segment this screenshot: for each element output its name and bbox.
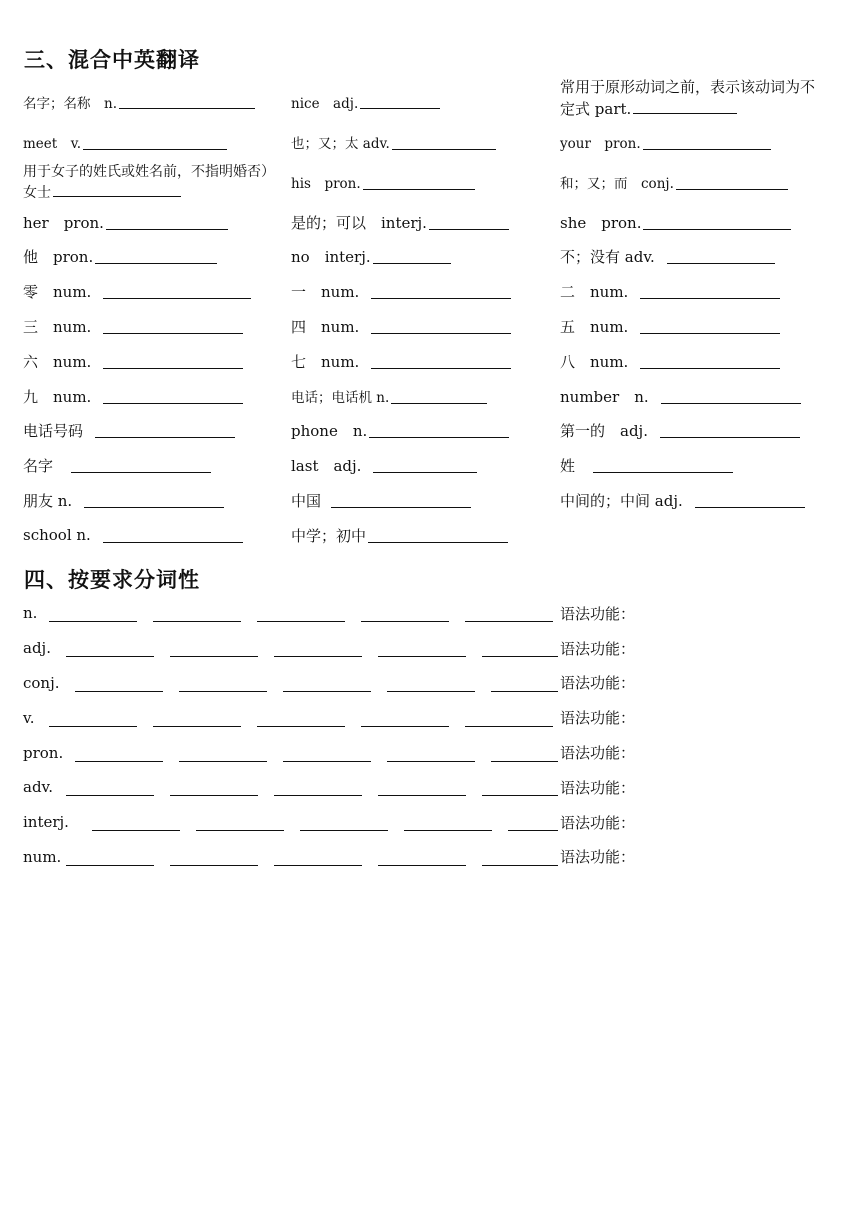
answer-blank[interactable] xyxy=(369,423,509,438)
answer-blank[interactable] xyxy=(274,787,362,796)
answer-blank[interactable] xyxy=(373,458,477,473)
item-prompt: 第一的 adj. xyxy=(560,422,648,441)
grammar-function-label: 语法功能： xyxy=(560,709,636,728)
answer-blank[interactable] xyxy=(660,423,800,438)
answer-blank[interactable] xyxy=(179,683,267,692)
answer-blank[interactable] xyxy=(84,493,224,508)
translation-row xyxy=(23,518,853,553)
answer-blank[interactable] xyxy=(404,822,492,831)
answer-blank[interactable] xyxy=(373,249,451,264)
answer-blank[interactable] xyxy=(119,94,255,109)
answer-blank[interactable] xyxy=(361,718,449,727)
answer-blank[interactable] xyxy=(640,354,780,369)
answer-blank[interactable] xyxy=(283,683,371,692)
translation-item xyxy=(560,490,805,511)
translation-item xyxy=(560,386,801,407)
answer-blank[interactable] xyxy=(361,613,449,622)
grammar-function-label: 语法功能： xyxy=(560,744,636,763)
pos-label: pron. xyxy=(23,743,64,762)
section-4-title: 四、按要求分词性 xyxy=(24,568,200,592)
translation-item xyxy=(560,351,780,372)
pos-label: v. xyxy=(23,708,35,727)
item-prompt: 姓 xyxy=(560,457,576,476)
answer-blank[interactable] xyxy=(392,135,496,150)
answer-blank[interactable] xyxy=(179,753,267,762)
grammar-function-label: 语法功能： xyxy=(560,848,636,867)
item-prompt: last adj. xyxy=(291,457,362,476)
answer-blank[interactable] xyxy=(300,822,388,831)
translation-row xyxy=(23,483,853,518)
answer-blank[interactable] xyxy=(508,822,558,831)
item-prompt: 中间的；中间 adj. xyxy=(560,492,683,511)
translation-item xyxy=(560,455,733,476)
answer-blank[interactable] xyxy=(482,857,558,866)
answer-blank[interactable] xyxy=(465,718,553,727)
answer-blank[interactable] xyxy=(75,753,163,762)
item-prompt: 他 pron. xyxy=(23,248,94,267)
answer-blank[interactable] xyxy=(92,822,180,831)
translation-item xyxy=(560,77,825,121)
answer-blank[interactable] xyxy=(170,857,258,866)
translation-item xyxy=(560,281,780,302)
answer-blank[interactable] xyxy=(491,683,558,692)
translation-row xyxy=(23,344,853,379)
translation-item xyxy=(291,490,471,511)
item-prompt: 七 num. xyxy=(291,352,360,371)
section-3-title: 三、混合中英翻译 xyxy=(24,48,200,72)
answer-blank[interactable] xyxy=(368,528,508,543)
item-prompt: 四 num. xyxy=(291,318,360,337)
translation-item xyxy=(23,92,255,112)
item-prompt: 中国 xyxy=(291,492,322,511)
item-prompt: her pron. xyxy=(23,213,104,232)
item-prompt: 名字 xyxy=(23,457,54,476)
translation-item xyxy=(23,316,243,337)
item-prompt: 用于女子的姓氏或姓名前，不指明婚否）女士 xyxy=(23,163,275,201)
answer-blank[interactable] xyxy=(371,354,511,369)
pos-row xyxy=(23,631,853,666)
item-prompt: school n. xyxy=(23,526,91,545)
pos-label: n. xyxy=(23,604,38,623)
item-prompt: phone n. xyxy=(291,422,368,441)
item-prompt: number n. xyxy=(560,387,649,406)
grammar-function-label: 语法功能： xyxy=(560,778,636,797)
pos-label: adj. xyxy=(23,639,51,658)
translation-item xyxy=(291,212,509,233)
item-prompt: 不；没有 adv. xyxy=(560,248,655,267)
answer-blank[interactable] xyxy=(49,718,137,727)
translation-item xyxy=(560,212,791,233)
answer-blank[interactable] xyxy=(378,857,466,866)
translation-item xyxy=(291,420,509,441)
item-prompt: 八 num. xyxy=(560,352,629,371)
translation-row xyxy=(23,240,853,275)
item-prompt: 中学；初中 xyxy=(291,526,367,545)
item-prompt: nice adj. xyxy=(291,95,359,112)
translation-item xyxy=(23,281,251,302)
grammar-function-label: 语法功能： xyxy=(560,674,636,693)
answer-blank[interactable] xyxy=(103,319,243,334)
item-prompt: 和；又；而 conj. xyxy=(560,176,674,193)
translation-item xyxy=(291,92,440,112)
translation-row xyxy=(23,160,853,205)
answer-blank[interactable] xyxy=(95,423,235,438)
answer-blank[interactable] xyxy=(360,94,440,109)
translation-item xyxy=(23,455,211,476)
item-prompt: 六 num. xyxy=(23,352,92,371)
pos-row xyxy=(23,840,853,875)
translation-item xyxy=(23,246,217,267)
translation-item xyxy=(291,172,475,192)
pos-label: adv. xyxy=(23,778,54,797)
answer-blank[interactable] xyxy=(106,215,228,230)
answer-blank[interactable] xyxy=(633,99,737,114)
translation-item xyxy=(23,132,227,152)
translation-item xyxy=(560,420,800,441)
translation-item xyxy=(560,132,771,152)
item-prompt: his pron. xyxy=(291,176,361,193)
translation-item xyxy=(23,526,243,544)
answer-blank[interactable] xyxy=(482,648,558,657)
answer-blank[interactable] xyxy=(283,753,371,762)
answer-blank[interactable] xyxy=(640,284,780,299)
answer-blank[interactable] xyxy=(83,135,227,150)
answer-blank[interactable] xyxy=(53,182,181,197)
answer-blank[interactable] xyxy=(71,458,211,473)
item-prompt: she pron. xyxy=(560,213,642,232)
translation-item xyxy=(291,455,477,476)
item-prompt: 电话号码 xyxy=(23,422,84,441)
translation-row xyxy=(23,379,853,414)
item-prompt: meet v. xyxy=(23,136,82,153)
translation-item xyxy=(291,525,508,546)
answer-blank[interactable] xyxy=(661,389,801,404)
answer-blank[interactable] xyxy=(75,683,163,692)
translation-item xyxy=(23,490,224,511)
translation-row xyxy=(23,414,853,449)
pos-row xyxy=(23,596,853,631)
answer-blank[interactable] xyxy=(371,319,511,334)
translation-row xyxy=(23,448,853,483)
pos-row xyxy=(23,805,853,840)
translation-row xyxy=(23,78,853,125)
item-prompt: 电话；电话机 n. xyxy=(291,390,390,407)
item-prompt: 二 num. xyxy=(560,283,629,302)
item-prompt: 三 num. xyxy=(23,318,92,337)
translation-row xyxy=(23,125,853,160)
translation-item xyxy=(291,281,511,302)
answer-blank[interactable] xyxy=(103,354,243,369)
answer-blank[interactable] xyxy=(170,648,258,657)
pos-label: interj. xyxy=(23,813,69,832)
item-prompt: 九 num. xyxy=(23,387,92,406)
answer-blank[interactable] xyxy=(257,718,345,727)
translation-item xyxy=(291,386,487,406)
pos-row xyxy=(23,735,853,770)
translation-item xyxy=(560,246,775,267)
answer-blank[interactable] xyxy=(274,648,362,657)
grammar-function-label: 语法功能： xyxy=(560,604,636,623)
answer-blank[interactable] xyxy=(331,493,471,508)
pos-label: num. xyxy=(23,847,62,866)
translation-item xyxy=(291,351,511,372)
answer-blank[interactable] xyxy=(103,528,243,543)
answer-blank[interactable] xyxy=(371,284,511,299)
answer-blank[interactable] xyxy=(363,175,475,190)
answer-blank[interactable] xyxy=(378,648,466,657)
answer-blank[interactable] xyxy=(153,718,241,727)
answer-blank[interactable] xyxy=(667,249,775,264)
translation-grid xyxy=(23,78,853,553)
answer-blank[interactable] xyxy=(640,319,780,334)
pos-row xyxy=(23,700,853,735)
answer-blank[interactable] xyxy=(482,787,558,796)
item-prompt: no interj. xyxy=(291,248,371,267)
answer-blank[interactable] xyxy=(391,389,487,404)
answer-blank[interactable] xyxy=(196,822,284,831)
answer-blank[interactable] xyxy=(274,857,362,866)
answer-blank[interactable] xyxy=(387,753,475,762)
translation-item xyxy=(291,316,511,337)
answer-blank[interactable] xyxy=(103,389,243,404)
answer-blank[interactable] xyxy=(643,135,771,150)
item-prompt: 也；又；太 adv. xyxy=(291,136,390,153)
answer-blank[interactable] xyxy=(257,613,345,622)
answer-blank[interactable] xyxy=(66,857,154,866)
answer-blank[interactable] xyxy=(643,215,791,230)
translation-item xyxy=(23,162,285,204)
pos-row xyxy=(23,666,853,701)
translation-row xyxy=(23,309,853,344)
answer-blank[interactable] xyxy=(170,787,258,796)
answer-blank[interactable] xyxy=(387,683,475,692)
item-prompt: 一 num. xyxy=(291,283,360,302)
answer-blank[interactable] xyxy=(66,787,154,796)
answer-blank[interactable] xyxy=(378,787,466,796)
item-prompt: 零 num. xyxy=(23,283,92,302)
translation-item xyxy=(291,246,451,267)
translation-item xyxy=(560,172,788,192)
answer-blank[interactable] xyxy=(153,613,241,622)
pos-row xyxy=(23,770,853,805)
answer-blank[interactable] xyxy=(593,458,733,473)
grammar-function-label: 语法功能： xyxy=(560,813,636,832)
translation-row xyxy=(23,205,853,240)
item-prompt: 是的；可以 interj. xyxy=(291,213,427,232)
answer-blank[interactable] xyxy=(49,613,137,622)
answer-blank[interactable] xyxy=(429,215,509,230)
translation-item xyxy=(291,132,496,152)
answer-blank[interactable] xyxy=(695,493,805,508)
answer-blank[interactable] xyxy=(676,175,788,190)
answer-blank[interactable] xyxy=(491,753,558,762)
item-prompt: 名字；名称 n. xyxy=(23,95,117,112)
answer-blank[interactable] xyxy=(103,284,251,299)
item-prompt: 五 num. xyxy=(560,318,629,337)
translation-item xyxy=(23,420,235,441)
answer-blank[interactable] xyxy=(95,249,217,264)
answer-blank[interactable] xyxy=(465,613,553,622)
item-prompt: 朋友 n. xyxy=(23,492,73,511)
pos-grid xyxy=(23,596,853,874)
translation-item xyxy=(23,386,243,407)
grammar-function-label: 语法功能： xyxy=(560,639,636,658)
pos-label: conj. xyxy=(23,673,60,692)
translation-item xyxy=(560,316,780,337)
translation-item xyxy=(23,212,228,233)
answer-blank[interactable] xyxy=(66,648,154,657)
translation-row xyxy=(23,274,853,309)
item-prompt: 常用于原形动词之前，表示该动词为不定式 part. xyxy=(560,78,816,118)
item-prompt: your pron. xyxy=(560,136,641,153)
translation-item xyxy=(23,351,243,372)
